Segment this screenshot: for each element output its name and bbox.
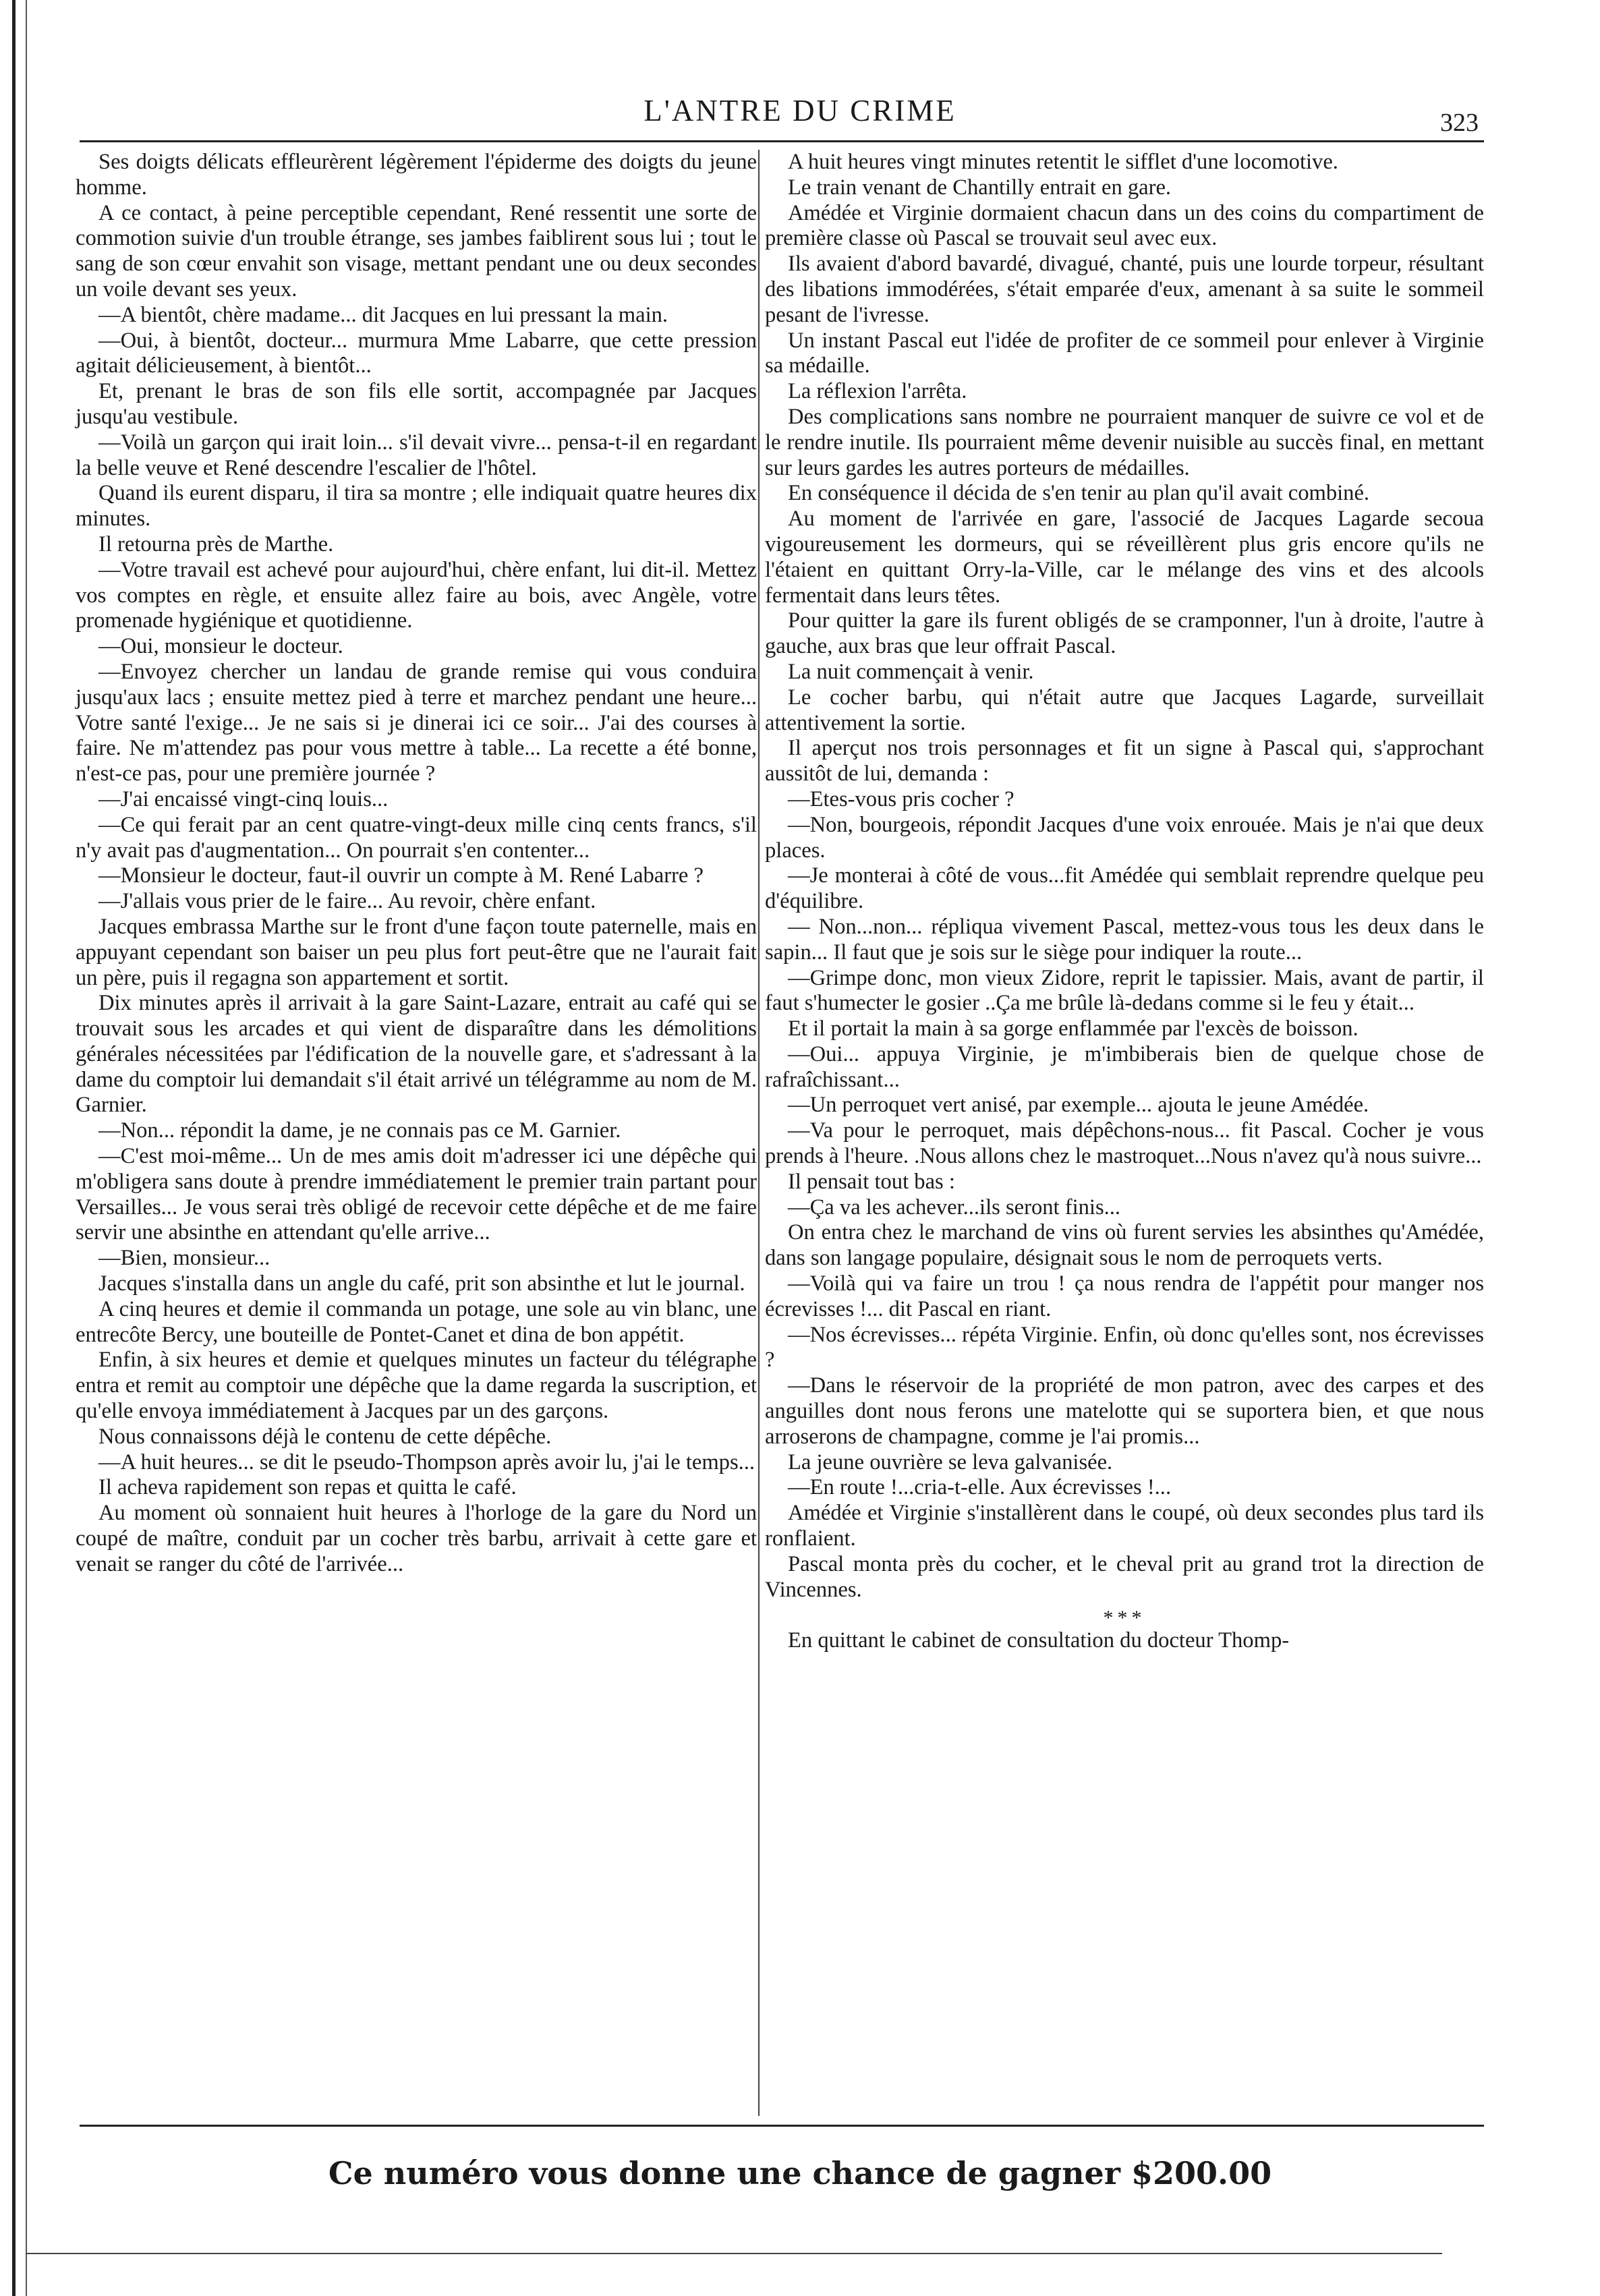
- paragraph: —Dans le réservoir de la propriété de mon patron, avec des carpes et des anguilles dont nous ferons une matelotte qui se suportera bien, et que nous arroserons de champagne, comme je l'ai promis...: [765, 1373, 1484, 1449]
- paragraph: —J'allais vous prier de le faire... Au revoir, chère enfant.: [98, 889, 596, 914]
- paragraph: La jeune ouvrière se leva galvanisée.: [788, 1450, 1113, 1474]
- paragraph: La nuit commençait à venir.: [788, 659, 1034, 684]
- paragraph: Pour quitter la gare ils furent obligés de se cramponner, l'un à droite, l'autre à gauche, aux bras que leur offrait Pascal.: [765, 608, 1484, 659]
- paragraph: —J'ai encaissé vingt-cinq louis...: [98, 786, 389, 811]
- paragraph: —Oui, monsieur le docteur.: [98, 634, 343, 659]
- paragraph: Pascal monta près du cocher, et le cheval prit au grand trot la direction de Vincennes.: [765, 1551, 1484, 1602]
- paragraph: —Un perroquet vert anisé, par exemple... ajouta le jeune Amédée.: [788, 1093, 1369, 1118]
- paragraph: —C'est moi-même... Un de mes amis doit m'adresser ici une dépêche qui m'obligera sans doute à prendre immédiatement le premier train partant pour Versailles... Je vous serai très obligé de recevoir cette dépêche et de me faire servir une absinthe en attendant qu'elle arrive...: [76, 1144, 757, 1245]
- header-rule: [80, 140, 1484, 142]
- paragraph: Jacques embrassa Marthe sur le front d'une façon toute paternelle, mais en appuyant cependant son baiser un peu plus fort peut-être que ne l'aurait fait un père, puis il regagna son appartement et sortit.: [76, 914, 757, 990]
- paragraph: — Non...non... répliqua vivement Pascal, mettez-vous tous les deux dans le sapin... Il faut que je sois sur le siège pour indiquer la route...: [765, 914, 1484, 965]
- paragraph: Des complications sans nombre ne pourraient manquer de suivre ce vol et de le rendre inutile. Ils pourraient même devenir nuisible au succès final, en mettant sur leurs gardes les autres porteurs de médailles.: [765, 404, 1484, 480]
- paragraph: Il pensait tout bas :: [788, 1169, 955, 1194]
- paragraph: —Ce qui ferait par an cent quatre-vingt-deux mille cinq cents francs, s'il n'y avait pas d'augmentation... On pourrait s'en contenter...: [76, 812, 757, 863]
- paragraph: —En route !...cria-t-elle. Aux écrevisses !...: [788, 1475, 1172, 1500]
- paragraph: A ce contact, à peine perceptible cependant, René ressentit une sorte de commotion suivie d'un trouble étrange, ses jambes faiblirent sous lui ; tout le sang de son cœur envahit son visage, mettant pendant une ou deux secondes un voile devant ses yeux.: [76, 200, 757, 302]
- paragraph: —Envoyez chercher un landau de grande remise qui vous conduira jusqu'aux lacs ; ensuite mettez pied à terre et marchez pendant une heure... Votre santé l'exige... Je ne sais si je dinerai ici ce soir... J'ai des courses à faire. Ne m'attendez pas pour vous mettre à table... La recette a été bonne, n'est-ce pas, pour une première journée ?: [76, 659, 757, 786]
- paragraph: —Monsieur le docteur, faut-il ouvrir un compte à M. René Labarre ?: [98, 863, 704, 888]
- paragraph: —Etes-vous pris cocher ?: [788, 786, 1015, 811]
- right-column: [765, 150, 1484, 2119]
- paragraph: Il acheva rapidement son repas et quitta le café.: [98, 1475, 517, 1500]
- paragraph: Enfin, à six heures et demie et quelques minutes un facteur du télégraphe entra et remit au comptoir une dépêche que la dame regarda la suscription, et qu'elle envoya immédiatement à Jacques par un des garçons.: [76, 1348, 757, 1424]
- paragraph: Quand ils eurent disparu, il tira sa montre ; elle indiquait quatre heures dix minutes.: [76, 481, 757, 532]
- paragraph: —Oui... appuya Virginie, je m'imbiberais bien de quelque chose de rafraîchissant...: [765, 1041, 1484, 1092]
- paragraph: Il aperçut nos trois personnages et fit un signe à Pascal qui, s'approchant aussitôt de lui, demanda :: [765, 736, 1484, 786]
- paragraph: Il retourna près de Marthe.: [98, 532, 334, 556]
- paragraph: Un instant Pascal eut l'idée de profiter de ce sommeil pour enlever à Virginie sa médaille.: [765, 328, 1484, 378]
- paragraph: On entra chez le marchand de vins où furent servies les absinthes qu'Amédée, dans son langage populaire, désignait sous le nom de perroquets verts.: [765, 1220, 1484, 1271]
- paragraph: —Oui, à bientôt, docteur... murmura Mme Labarre, que cette pression agitait délicieusement, à bientôt...: [76, 328, 757, 378]
- paragraph: Au moment de l'arrivée en gare, l'associé de Jacques Lagarde secoua vigoureusement les dormeurs, qui se réveillèrent plus gris encore qu'ils ne l'étaient en quittant Orry-la-Ville, car le mélange des vins et des alcools fermentait dans leurs têtes.: [765, 507, 1484, 608]
- page-number: 323: [1440, 109, 1479, 137]
- paragraph: —Votre travail est achevé pour aujourd'hui, chère enfant, lui dit-il. Mettez vos comptes en règle, et ensuite allez faire au bois, avec Angèle, votre promenade hygiénique et quotidienne.: [76, 557, 757, 633]
- paragraph: Amédée et Virginie s'installèrent dans le coupé, où deux secondes plus tard ils ronflaient.: [765, 1501, 1484, 1551]
- paragraph: Jacques s'installa dans un angle du café, prit son absinthe et lut le journal.: [98, 1271, 745, 1296]
- paragraph-continued: En quittant le cabinet de consultation du docteur Thomp-: [788, 1628, 1290, 1653]
- paragraph: —A bientôt, chère madame... dit Jacques en lui pressant la main.: [98, 302, 668, 327]
- left-column: [76, 150, 757, 2119]
- paragraph: Amédée et Virginie dormaient chacun dans un des coins du compartiment de première classe où Pascal se trouvait seul avec eux.: [765, 200, 1484, 251]
- paragraph: —Voilà un garçon qui irait loin... s'il devait vivre... pensa-t-il en regardant la belle veuve et René descendre l'escalier de l'hôtel.: [76, 430, 757, 480]
- paragraph: La réflexion l'arrêta.: [788, 379, 967, 404]
- paragraph: —Bien, monsieur...: [98, 1246, 270, 1271]
- paragraph: Et, prenant le bras de son fils elle sortit, accompagnée par Jacques jusqu'au vestibule.: [76, 379, 757, 429]
- paragraph: —Va pour le perroquet, mais dépêchons-nous... fit Pascal. Cocher je vous prends à l'heure. .Nous allons chez le mastroquet...Nous n'avez qu'à nous suivre...: [765, 1118, 1484, 1169]
- left-margin-rule: [12, 0, 16, 2296]
- bottom-rule: [26, 2253, 1442, 2254]
- paragraph: Le cocher barbu, qui n'était autre que Jacques Lagarde, surveillait attentivement la sortie.: [765, 685, 1484, 735]
- footer-rule: [80, 2125, 1484, 2127]
- paragraph: Au moment où sonnaient huit heures à l'horloge de la gare du Nord un coupé de maître, conduit par un cocher très barbu, arrivait à cette gare et venait se ranger du côté de l'arrivée...: [76, 1501, 757, 1576]
- paragraph: Nous connaissons déjà le contenu de cette dépêche.: [98, 1424, 552, 1449]
- paragraph: —Non... répondit la dame, je ne connais pas ce M. Garnier.: [98, 1118, 621, 1143]
- paragraph: —Je monterai à côté de vous...fit Amédée qui semblait reprendre quelque peu d'équilibre.: [765, 863, 1484, 914]
- paragraph: Dix minutes après il arrivait à la gare Saint-Lazare, entrait au café qui se trouvait sous les arcades et qui vient de disparaître dans les démolitions générales nécessitées par l'édification de la nouvelle gare, et s'adressant à la dame du comptoir lui demandait s'il était arrivé un télégramme au nom de M. Garnier.: [76, 991, 757, 1118]
- running-title: L'ANTRE DU CRIME: [644, 94, 956, 127]
- paragraph: Ses doigts délicats effleurèrent légèrement l'épiderme des doigts du jeune homme.: [76, 150, 757, 200]
- paragraph: —Ça va les achever...ils seront finis...: [788, 1195, 1121, 1219]
- paragraph: Le train venant de Chantilly entrait en gare.: [788, 175, 1172, 200]
- column-divider: [758, 150, 760, 2116]
- section-asterism: ***: [1103, 1607, 1146, 1630]
- paragraph: Et il portait la main à sa gorge enflammée par l'excès de boisson.: [788, 1016, 1359, 1041]
- paragraph: —Voilà qui va faire un trou ! ça nous rendra de l'appétit pour manger nos écrevisses !... dit Pascal en riant.: [765, 1271, 1484, 1321]
- footer-promo: Ce numéro vous donne une chance de gagner $200.00: [328, 2155, 1272, 2191]
- paragraph: Ils avaient d'abord bavardé, divagué, chanté, puis une lourde torpeur, résultant des libations immodérées, s'était emparée d'eux, amenant à sa suite le sommeil pesant de l'ivresse.: [765, 252, 1484, 327]
- paragraph: A huit heures vingt minutes retentit le sifflet d'une locomotive.: [788, 150, 1338, 174]
- paragraph: A cinq heures et demie il commanda un potage, une sole au vin blanc, une entrecôte Bercy, une bouteille de Pontet-Canet et dina de bon appétit.: [76, 1296, 757, 1347]
- paragraph: —Nos écrevisses... répéta Virginie. Enfin, où donc qu'elles sont, nos écrevisses ?: [765, 1322, 1484, 1373]
- left-margin-rule-thin: [26, 0, 27, 2296]
- paragraph: —Grimpe donc, mon vieux Zidore, reprit le tapissier. Mais, avant de partir, il faut s'humecter le gosier ..Ça me brûle là-dedans comme si le feu y était...: [765, 965, 1484, 1016]
- paragraph: —A huit heures... se dit le pseudo-Thompson après avoir lu, j'ai le temps...: [98, 1450, 755, 1474]
- paragraph: En conséquence il décida de s'en tenir au plan qu'il avait combiné.: [788, 481, 1370, 506]
- paragraph: —Non, bourgeois, répondit Jacques d'une voix enrouée. Mais je n'ai que deux places.: [765, 812, 1484, 863]
